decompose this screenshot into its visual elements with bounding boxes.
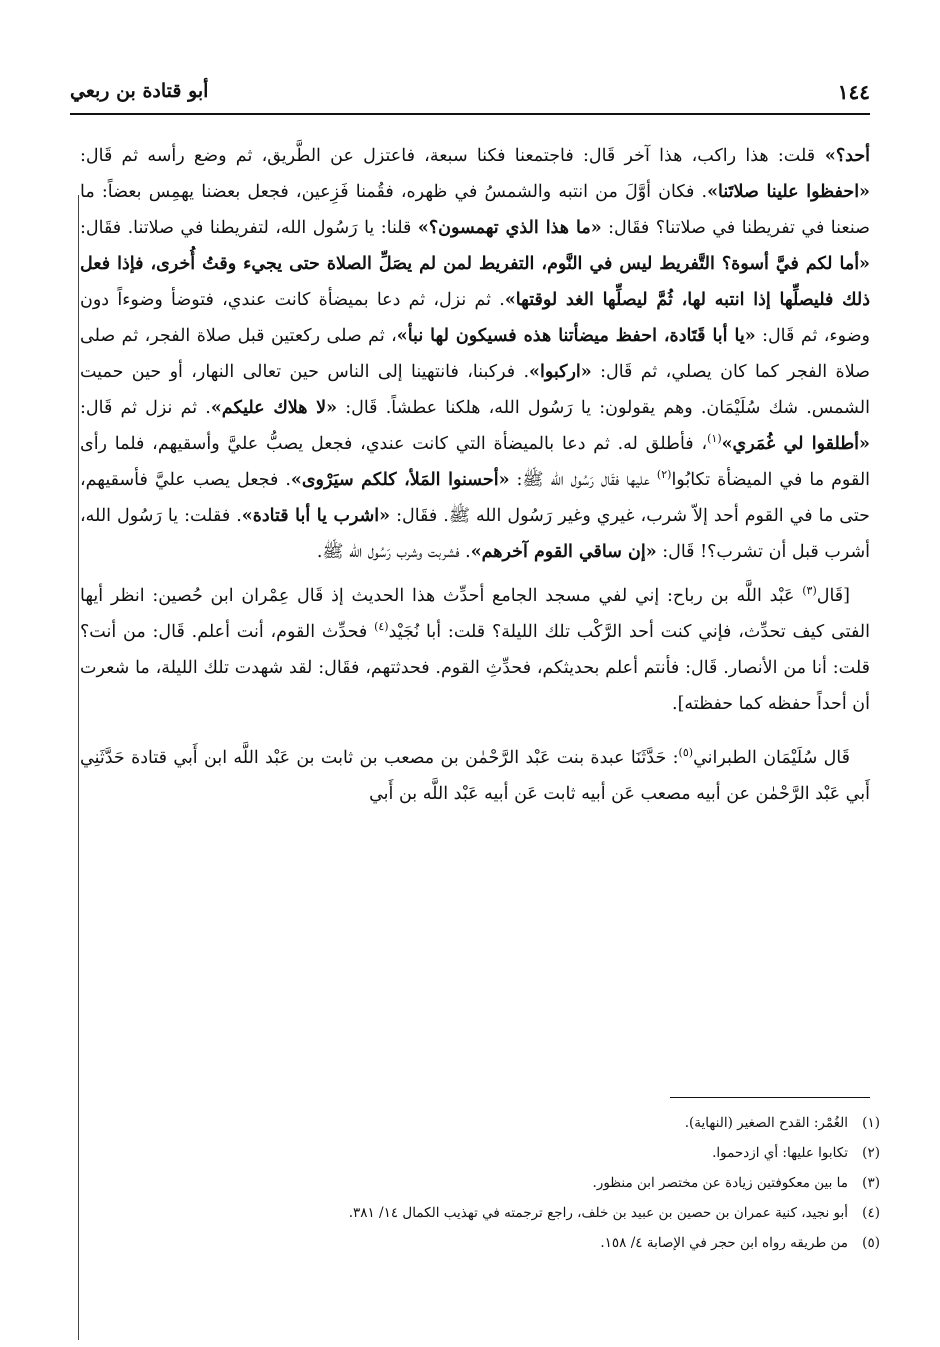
- page-header: [70, 80, 870, 110]
- prophet-quote: «أطلقوا لي غُمَري»: [721, 434, 870, 454]
- prophet-quote: أحد؟»: [815, 146, 870, 166]
- prophet-quote: «ما هذا الذي تهمسون؟»: [417, 218, 602, 238]
- prophet-quote: «يا أبا قَتَادة، احفظ ميضأتنا هذه فسيكون لها نبأ»: [396, 326, 756, 346]
- text-run: . ثم نزل، ثم دعا بميضأة كانت عندي، فتوضأ وضوءاً دون وضوء، ثم قَال:: [80, 290, 871, 346]
- prophet-quote: «أحسنوا المَلأ، كلكم سيَرْوى»: [290, 470, 510, 490]
- footnotes: [120, 1108, 880, 1258]
- footnote: [120, 1108, 880, 1138]
- prophet-quote: «احفظوا علينا صلاتَنا»: [707, 182, 870, 202]
- text-run: : حَدَّثَنَا عبدة بنت عَبْد الرَّحْمٰن بن مصعب بن ثابت بن عَبْد اللَّه ابن أَبي قتادة حَدَّثَنِي أَبي عَبْد الرَّحْمٰن عن أبيه مصعب عَن أبيه ثابت عَن أبيه عَبْد اللَّه بن أَبي: [80, 748, 870, 804]
- footnote-rule: [670, 1097, 870, 1098]
- text-run: [قَال: [816, 586, 850, 606]
- footnote: [120, 1168, 880, 1198]
- text-run: قَال سُلَيْمَان الطبراني: [693, 748, 850, 768]
- footnote-ref: (٥): [678, 746, 694, 760]
- text-run: عَبْد اللَّه بن رباح: إني لفي مسجد الجامع أحدِّث هذا الحديث إذ قَال عِمْران ابن حُصين: انظر أيها الفتى كيف تحدِّث، فإني كنت أحد الرَّكْب تلك الليلة؟ قلت: أبا نُجَيْد: [80, 586, 870, 642]
- prophet-quote: «أما لكم فيَّ أسوة؟ التَّفريط ليس في النَّوم، التفريط لمن لم يصَلِّ الصلاة حتى يجيء وقتُ أُخرى، فإذا فعل ذلك فليصلِّها إذا انتبه لها، ثُمَّ ليصلِّها الغد لوقتها»: [80, 254, 870, 310]
- header-rule: [70, 113, 870, 115]
- footnote-number: (٣): [862, 1175, 880, 1191]
- page-number: ١٤٤: [837, 80, 870, 104]
- body-text: [80, 138, 870, 812]
- prophet-quote: «اركبوا»: [529, 362, 592, 382]
- footnote-text: تكابوا عليها: أي ازدحموا.: [712, 1145, 848, 1161]
- footnote: [120, 1138, 880, 1168]
- prophet-quote: «لا هلاك عليكم»: [210, 398, 338, 418]
- text-run: ، فأطلق له. ثم دعا بالميضأة التي كانت عندي، فجعل يصبُّ عليَّ وأسقيهم، فلما رأى القوم ما في الميضأة تكابُوا: [80, 434, 871, 490]
- footnote-text: الغُمْر: القدح الصغير (النهاية).: [684, 1115, 848, 1131]
- footnote-text: من طريقه رواه ابن حجر في الإصابة ٤/ ١٥٨.: [600, 1235, 848, 1251]
- footnote-ref: (١): [707, 432, 722, 446]
- footnote-text: ما بين معكوفتين زيادة عن مختصر ابن منظور.: [592, 1175, 848, 1191]
- footnote: [120, 1198, 880, 1228]
- footnote-ref: (٢): [656, 468, 672, 482]
- paragraph-tabarani-chain: [80, 740, 870, 812]
- text-run: . فجعل يصب عليَّ فأسقيهم، حتى ما في القوم أحد إلاّ شرب، غيري وغير رَسُول الله ﷺ. فقَال:: [80, 470, 870, 526]
- text-run: فحدِّث القوم، أنت أعلم. قَال: من أنت؟ قلت: أنا من الأنصار. قَال: فأنتم أعلم بحديثكم، فحدِّثِ القوم. فحدثتهم، فقَال: لقد شهدت تلك الليلة، ما شعرت أن أحداً حفظه كما حفظته].: [80, 622, 870, 714]
- paragraph-bracketed-addition: [80, 578, 870, 722]
- margin-line: [78, 195, 79, 1340]
- text-run: قلنا: يا رَسُول الله، لتفريطنا في صلاتنا. فقَال:: [80, 218, 418, 238]
- footnote-number: (٥): [862, 1235, 880, 1251]
- text-run: قلت: هذا راكب، هذا آخر قَال: فاجتمعنا فكنا سبعة، فاعتزل عن الطَّريق، ثم وضع رأسه ثم قَال:: [80, 146, 816, 166]
- text-run: . فكان أوَّلَ من انتبه والشمسُ في ظهره، فقُمنا فَزِعين، فجعل بعضنا يهمِس بعضاً: ما صنعنا في تفريطنا في صلاتنا؟ فقَال:: [80, 182, 870, 238]
- text-run: عليها فقَال رَسُول الله ﷺ:: [509, 470, 657, 490]
- text-run: . ثم نزل ثم قَال:: [80, 398, 211, 418]
- text-run: . فقلت: يا رَسُول الله، أشرب قبل أن تشرب؟! قَال:: [80, 506, 870, 562]
- text-run: ، ثم صلى ركعتين قبل صلاة الفجر، ثم صلى صلاة الفجر كما كان يصلي، ثم قَال:: [80, 326, 870, 382]
- text-run: . فركبنا، فانتهينا إلى الناس حين تعالى النهار، أو حين حميت الشمس. شك سُلَيْمَان. وهم يقولون: يا رَسُول الله، هلكنا عطشاً. قَال:: [80, 362, 870, 418]
- footnote-ref: (٣): [802, 584, 817, 598]
- footnote-ref: (٤): [374, 620, 389, 634]
- footnote-number: (٢): [862, 1145, 880, 1161]
- footnote-number: (١): [862, 1115, 880, 1131]
- prophet-quote: «إن ساقي القوم آخرهم»: [470, 542, 657, 562]
- text-run: . فشربت وشرب رَسُول الله ﷺ.: [316, 542, 471, 562]
- footnote-number: (٤): [862, 1205, 880, 1221]
- footnote-text: أبو نجيد، كنية عمران بن حصين بن عبيد بن خلف، راجع ترجمته في تهذيب الكمال ١٤/ ٣٨١.: [348, 1205, 848, 1221]
- paragraph-hadith: [80, 138, 870, 570]
- prophet-quote: «اشرب يا أبا قتادة»: [241, 506, 391, 526]
- running-title: أبو قتادة بن ربعي: [70, 80, 209, 102]
- footnote: [120, 1228, 880, 1258]
